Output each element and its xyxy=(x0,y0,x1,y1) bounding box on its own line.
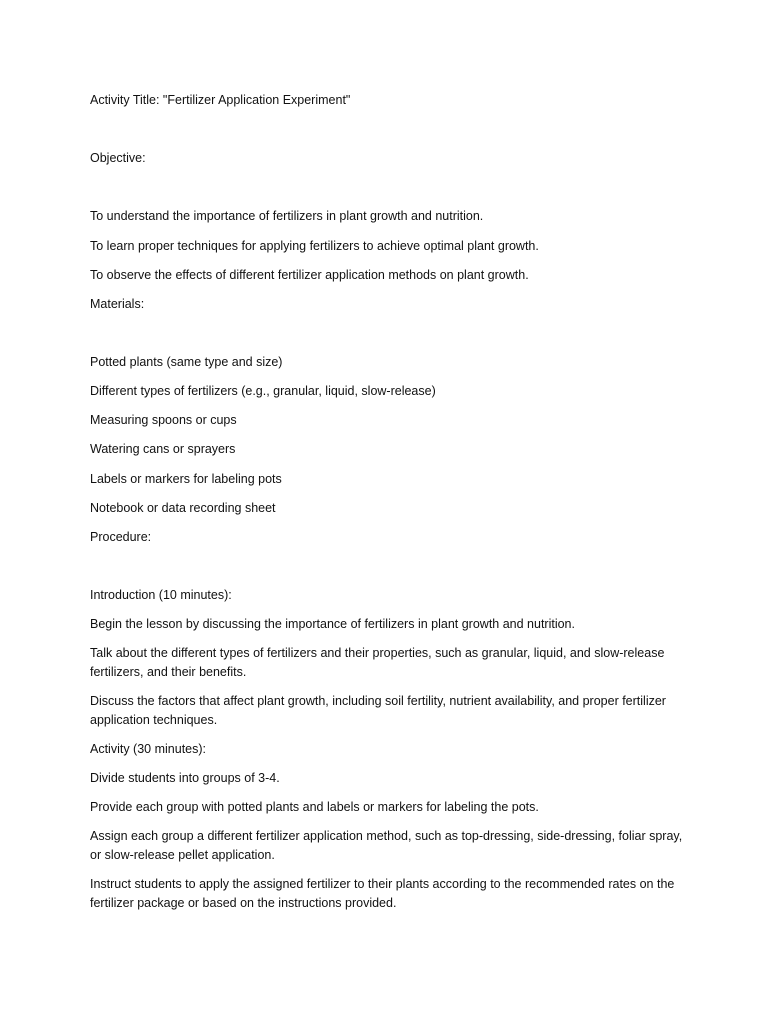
introduction-item: Discuss the factors that affect plant growth, including soil fertility, nutrient availability, and proper fertilizer application techniques. xyxy=(90,694,666,727)
objective-item: To observe the effects of different fertilizer application methods on plant growth. xyxy=(90,268,529,282)
activity-title: Activity Title: "Fertilizer Application Experiment" xyxy=(90,93,351,107)
material-item: Potted plants (same type and size) xyxy=(90,355,283,369)
objective-item: To understand the importance of fertilizers in plant growth and nutrition. xyxy=(90,209,484,223)
material-item: Measuring spoons or cups xyxy=(90,413,237,427)
activity-item: Provide each group with potted plants and labels or markers for labeling the pots. xyxy=(90,800,539,814)
materials-heading: Materials: xyxy=(90,297,145,311)
material-item: Watering cans or sprayers xyxy=(90,442,236,456)
activity-item: Assign each group a different fertilizer application method, such as top-dressing, side-dressing, foliar spray, or slow-release pellet application. xyxy=(90,829,683,862)
activity-item: Divide students into groups of 3-4. xyxy=(90,771,280,785)
objective-heading: Objective: xyxy=(90,151,146,165)
procedure-heading: Procedure: xyxy=(90,530,152,544)
activity-heading: Activity (30 minutes): xyxy=(90,742,207,756)
activity-item: Instruct students to apply the assigned fertilizer to their plants according to the recommended rates on the fertilizer package or based on the instructions provided. xyxy=(90,877,675,910)
material-item: Different types of fertilizers (e.g., granular, liquid, slow-release) xyxy=(90,384,436,398)
material-item: Labels or markers for labeling pots xyxy=(90,472,282,486)
introduction-heading: Introduction (10 minutes): xyxy=(90,588,232,602)
material-item: Notebook or data recording sheet xyxy=(90,501,276,515)
introduction-item: Talk about the different types of fertilizers and their properties, such as granular, liquid, and slow-release fertilizers, and their benefits. xyxy=(90,646,665,679)
objective-item: To learn proper techniques for applying fertilizers to achieve optimal plant growth. xyxy=(90,239,539,253)
introduction-item: Begin the lesson by discussing the importance of fertilizers in plant growth and nutrition. xyxy=(90,617,575,631)
